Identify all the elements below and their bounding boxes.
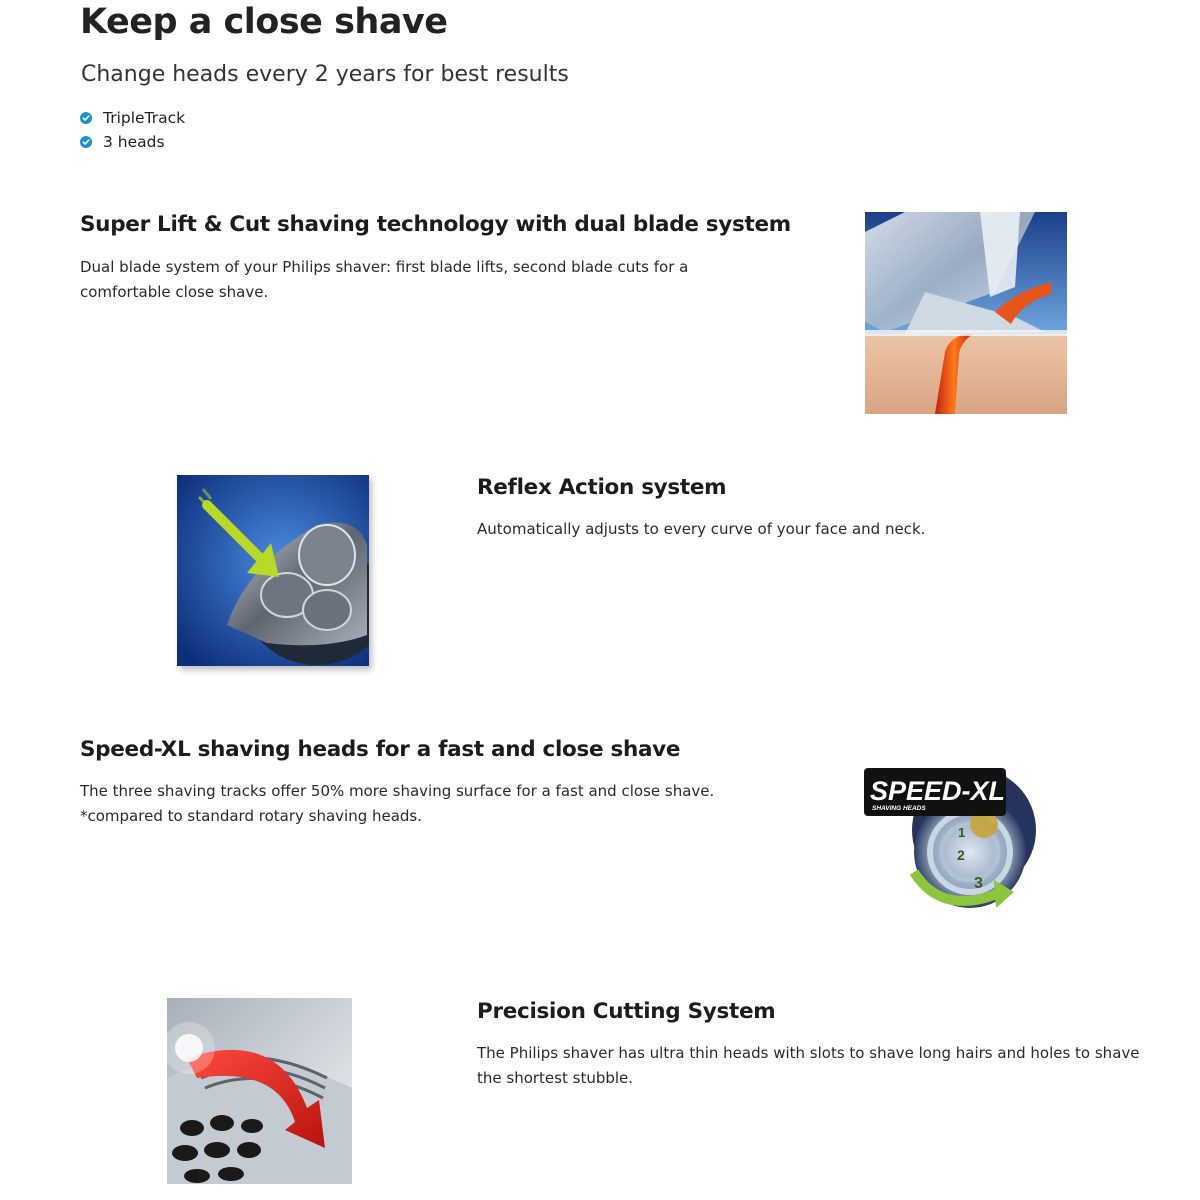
feature-title-reflex-action: Reflex Action system bbox=[477, 475, 727, 500]
desc-line: comfortable close shave. bbox=[80, 283, 269, 301]
check-circle-icon bbox=[80, 112, 92, 124]
track-number: 2 bbox=[957, 847, 965, 863]
reflex-action-illustration bbox=[177, 475, 369, 666]
desc-line: The three shaving tracks offer 50% more shaving surface for a fast and close shave. bbox=[80, 782, 715, 800]
desc-line: Dual blade system of your Philips shaver: first blade lifts, second blade cuts for a bbox=[80, 258, 689, 276]
speed-xl-badge bbox=[862, 742, 1042, 924]
desc-line: The Philips shaver has ultra thin heads with slots to shave long hairs and holes to shave bbox=[477, 1044, 1140, 1062]
page-subtitle: Change heads every 2 years for best results bbox=[81, 62, 569, 87]
feature-desc-lift-cut bbox=[80, 255, 688, 305]
speed-xl-logo-text: SPEED-XL bbox=[870, 776, 1006, 806]
feature-title-precision-cutting: Precision Cutting System bbox=[477, 999, 776, 1024]
desc-line: the shortest stubble. bbox=[477, 1069, 634, 1087]
track-number: 3 bbox=[974, 875, 983, 892]
feature-bullets bbox=[80, 106, 185, 154]
page-title: Keep a close shave bbox=[80, 2, 448, 42]
track-number: 1 bbox=[958, 825, 966, 840]
feature-desc-speed-xl bbox=[80, 779, 714, 829]
list-item bbox=[80, 106, 185, 130]
check-circle-icon bbox=[80, 136, 92, 148]
feature-desc-reflex-action bbox=[477, 517, 925, 542]
precision-cutting-illustration bbox=[167, 998, 352, 1184]
bullet-label: 3 heads bbox=[103, 133, 165, 151]
feature-title-lift-cut: Super Lift & Cut shaving technology with dual blade system bbox=[80, 212, 791, 237]
bullet-label: TripleTrack bbox=[103, 109, 186, 127]
desc-line: Automatically adjusts to every curve of your face and neck. bbox=[477, 520, 926, 538]
desc-line: *compared to standard rotary shaving heads. bbox=[80, 807, 423, 825]
speed-xl-logo-subtext: SHAVING HEADS bbox=[872, 805, 926, 812]
feature-desc-precision-cutting bbox=[477, 1041, 1140, 1091]
list-item bbox=[80, 130, 185, 154]
lift-cut-illustration bbox=[865, 212, 1067, 414]
feature-title-speed-xl: Speed-XL shaving heads for a fast and close shave bbox=[80, 737, 681, 762]
